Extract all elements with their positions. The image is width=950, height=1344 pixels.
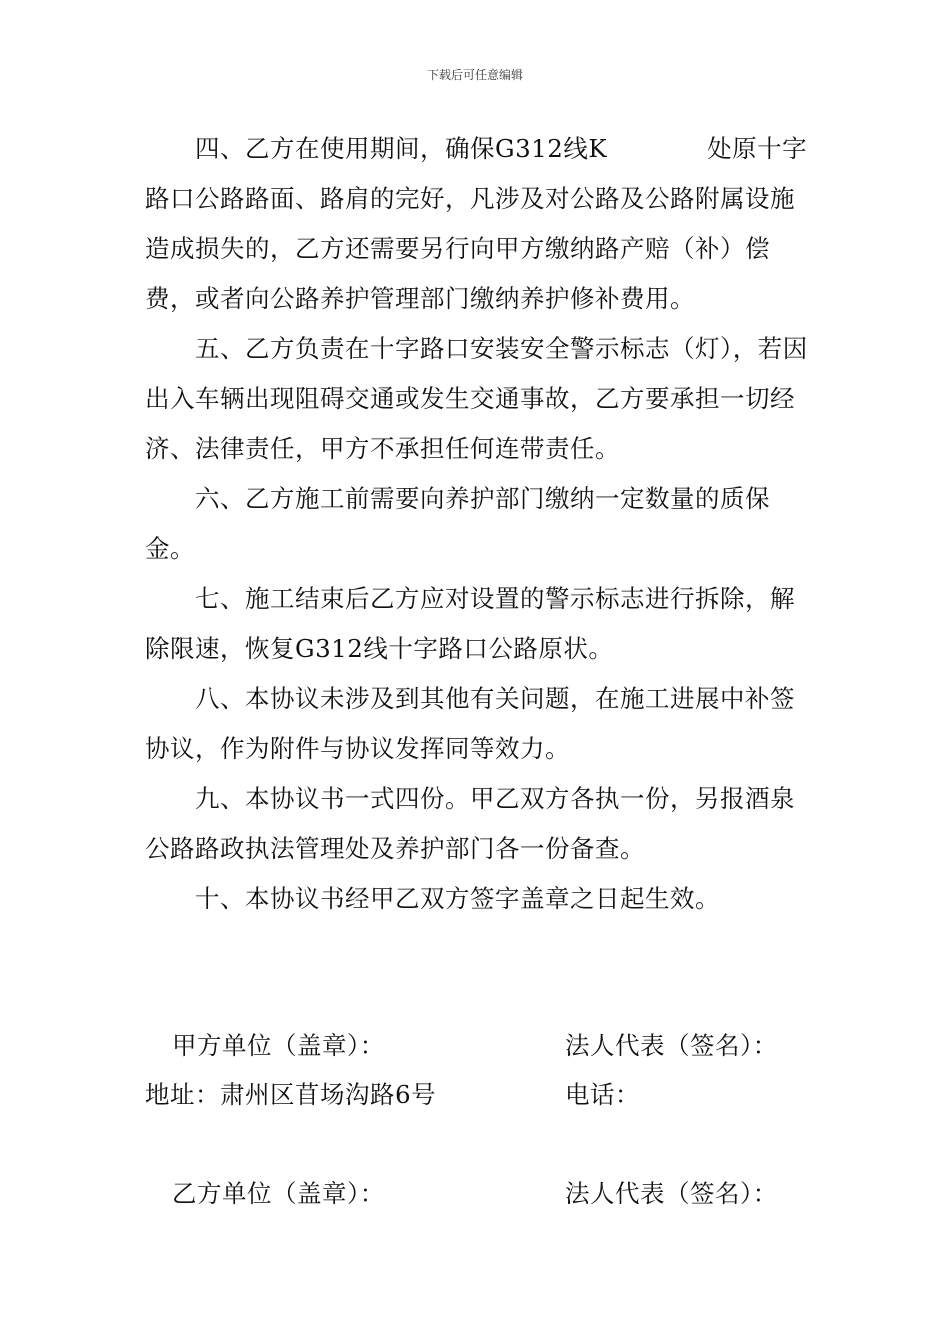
- clause-8: 八、本协议未涉及到其他有关问题，在施工进展中补签协议，作为附件与协议发挥同等效力。: [145, 684, 795, 763]
- clause-10: 十、本协议书经甲乙双方签字盖章之日起生效。: [195, 884, 720, 913]
- party-a-rep-label: 法人代表（签名）：: [565, 1031, 778, 1060]
- clause-6: 六、乙方施工前需要向养护部门缴纳一定数量的质保金。: [145, 484, 770, 563]
- clause-5: 五、乙方负责在十字路口安装安全警示标志（灯），若因出入车辆出现阻碍交通或发生交通事故，乙方要承担一切经济、法律责任，甲方不承担任何连带责任。: [145, 334, 808, 463]
- clause-7: 七、施工结束后乙方应对设置的警示标志进行拆除，解除限速，恢复G312线十字路口公路原状。: [145, 584, 795, 663]
- party-b-rep-label: 法人代表（签名）：: [565, 1179, 778, 1208]
- clause-9: 九、本协议书一式四份。甲乙双方各执一份，另报酒泉公路路政执法管理处及养护部门各一份备查。: [145, 784, 795, 863]
- party-a-unit-label: 甲方单位（盖章）：: [172, 1031, 385, 1060]
- party-b-unit-label: 乙方单位（盖章）：: [172, 1179, 385, 1208]
- page-header: 下载后可任意编辑: [426, 68, 523, 82]
- clause-4: 四、乙方在使用期间，确保G312线K 处原十字路口公路路面、路肩的完好，凡涉及对公路及公路附属设施造成损失的，乙方还需要另行向甲方缴纳路产赔（补）偿费，或者向公路养护管理部门缴纳养护修补费用。: [145, 134, 808, 313]
- party-a-address: 地址：肃州区苜场沟路6号: [145, 1080, 437, 1109]
- party-a-phone-label: 电话：: [565, 1080, 640, 1109]
